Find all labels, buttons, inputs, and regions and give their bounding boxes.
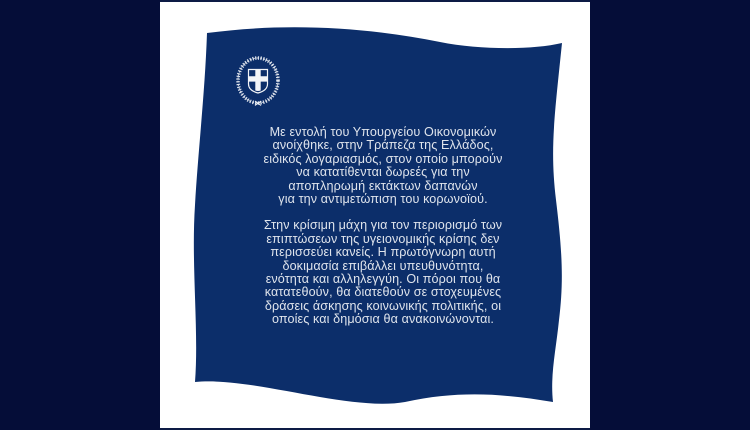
flag-text-line: δράσεις άσκησης κοινωνικής πολιτικής, οι [264, 298, 502, 313]
flag-text-paragraph-1 [197, 126, 569, 206]
flag-text-line: δοκιμασία επιβάλλει υπευθυνότητα, [282, 258, 484, 273]
flag-text [197, 126, 569, 327]
flag-text-line: κατατεθούν, θα διατεθούν σε στοχευμένες [264, 285, 502, 300]
flag-text-line: επιπτώσεων της υγειονομικής κρίσης δεν [266, 231, 500, 246]
flag-text-line: ενότητα και αλληλεγγύη. Οι πόροι που θα [265, 272, 501, 287]
flag-text-line: αποπληρωμή εκτάκτων δαπανών [288, 178, 478, 193]
flag-text-line: ειδικός λογαριασμός, στον οποίο μπορούν [263, 151, 503, 166]
flag-text-line: να κατατίθενται δωρεές για την [296, 165, 470, 180]
greek-coat-of-arms-icon [235, 56, 281, 106]
flag-text-line: περισσεύει κανείς. Η πρωτόγνωρη αυτή [270, 245, 496, 260]
flag-text-line: για την αντιμετώπιση του κορωνοϊού. [278, 192, 488, 207]
flag-text-line: ανοίχθηκε, στην Τράπεζα της Ελλάδος, [272, 138, 494, 153]
flag-text-line: οποίες και δημόσια θα ανακοινώνονται. [271, 312, 495, 327]
flag-text-paragraph-2 [197, 219, 569, 326]
flag-text-line: Με εντολή του Υπουργείου Οικονομικών [269, 125, 497, 139]
flag-text-line: Στην κρίσιμη μάχη για τον περιορισμό των [263, 218, 503, 233]
